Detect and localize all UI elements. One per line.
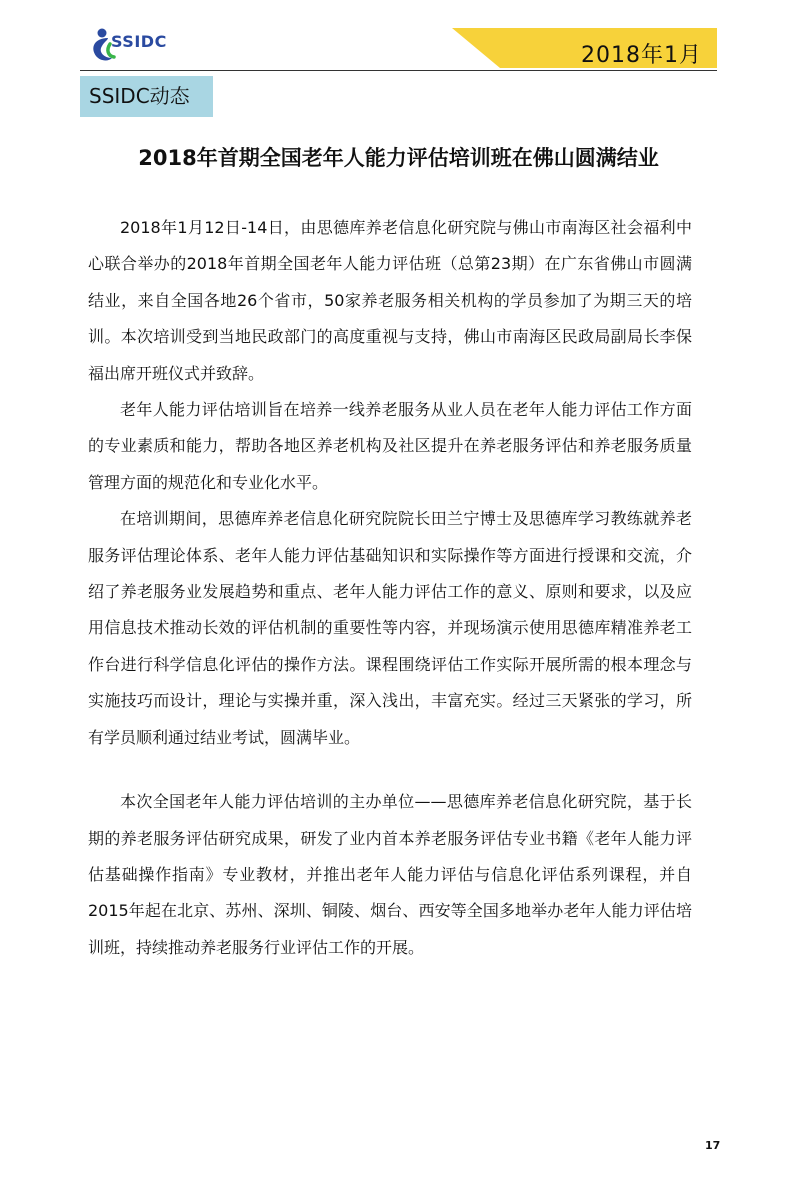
paragraph-1: 2018年1月12日-14日，由思德库养老信息化研究院与佛山市南海区社会福利中心联合举办的2018年首期全国老年人能力评估班（总第23期）在广东省佛山市圆满结业，来自全国各地26个省市，50家养老服务相关机构的学员参加了为期三天的培训。本次培训受到当地民政部门的高度重视与支持，佛山市南海区民政局副局长李保福出席开班仪式并致辞。 <box>88 218 692 383</box>
paragraph-4: 本次全国老年人能力评估培训的主办单位——思德库养老信息化研究院，基于长期的养老服务评估研究成果，研发了业内首本养老服务评估专业书籍《老年人能力评估基础操作指南》专业教材，并推出老年人能力评估与信息化评估系列课程，并自2015年起在北京、苏州、深圳、铜陵、烟台、西安等全国多地举办老年人能力评估培训班，持续推动养老服务行业评估工作的开展。 <box>88 792 692 957</box>
logo-text: SSIDC <box>111 32 167 51</box>
header-rule <box>80 70 717 71</box>
paragraph-3: 在培训期间，思德库养老信息化研究院院长田兰宁博士及思德库学习教练就养老服务评估理论体系、老年人能力评估基础知识和实际操作等方面进行授课和交流，介绍了养老服务业发展趋势和重点、老年人能力评估工作的意义、原则和要求，以及应用信息技术推动长效的评估机制的重要性等内容，并现场演示使用思德库精准养老工作台进行科学信息化评估的操作方法。课程围绕评估工作实际开展所需的根本理念与实施技巧而设计，理论与实操并重，深入浅出，丰富充实。经过三天紧张的学习，所有学员顺利通过结业考试，圆满毕业。 <box>88 509 692 747</box>
article-body <box>88 210 692 966</box>
article-title: 2018年首期全国老年人能力评估培训班在佛山圆满结业 <box>138 146 659 170</box>
section-tag: SSIDC动态 <box>80 76 213 117</box>
page-number: 17 <box>705 1139 721 1152</box>
paragraph-2: 老年人能力评估培训旨在培养一线养老服务从业人员在老年人能力评估工作方面的专业素质和能力，帮助各地区养老机构及社区提升在养老服务评估和养老服务质量管理方面的规范化和专业化水平。 <box>88 400 692 492</box>
issue-date: 2018年1月 <box>581 43 702 68</box>
